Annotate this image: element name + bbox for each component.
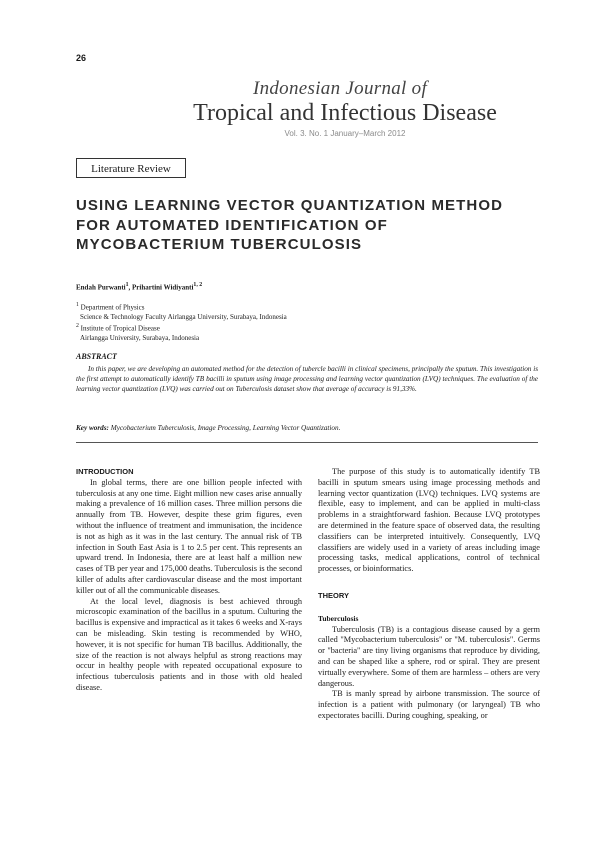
- page-number: 26: [76, 53, 87, 63]
- journal-name-line1: Indonesian Journal of: [252, 78, 428, 99]
- author-1: Endah Purwanti: [76, 283, 126, 292]
- author-2-sup: 1, 2: [193, 282, 203, 288]
- affiliation-2-line2: Airlangga University, Surabaya, Indonesia: [80, 333, 200, 342]
- column-left: [76, 467, 302, 694]
- authors-block: [76, 281, 536, 343]
- affiliation-1-line1: Department of Physics: [80, 303, 145, 312]
- author-2: Prihartini Widiyanti: [132, 283, 194, 292]
- affiliation-1-line2: Science & Technology Faculty Airlangga University, Surabaya, Indonesia: [80, 312, 287, 321]
- column-right: [318, 467, 540, 722]
- author-names: [76, 281, 536, 293]
- affiliation-1b: [76, 313, 536, 323]
- author-separator: ,: [128, 283, 133, 292]
- tuberculosis-subheading: Tuberculosis: [318, 613, 359, 623]
- keywords-label: Key words:: [76, 424, 109, 432]
- introduction-heading: INTRODUCTION: [76, 467, 134, 476]
- intro-paragraph-1: In global terms, there are one billion people infected with tuberculosis at any one time. Eight million new cases arise annually making a prevalence of 16 million cases. Three million persons die annually from TB. However, despite these grim figures, even without the influence of treatment and immunisation, the incidence is not as high as it was in the last century. The annual risk of TB infection in South East Asia is 1 to 2.5 per cent. This represents an upward trend. In Indonesia, there are at least half a million new cases of TB per year and 175,000 deaths. Tuberculosis is the second killer of adults after cardiovascular disease and the most important killer out of all the communicable diseases.: [76, 477, 302, 595]
- affiliation-2-num: 2: [76, 323, 79, 330]
- journal-name-line2: Tropical and Infectious Disease: [193, 100, 497, 126]
- volume-info: Vol. 3. No. 1 January–March 2012: [284, 129, 406, 138]
- intro-paragraph-2: At the local level, diagnosis is best achieved through microscopic examination of the bacillus in a sputum. Culturing the bacillus is expensive and impractical as it takes 6 weeks and X-rays can be misleading. Skin testing is recommended by WHO, however, it is not specific for human TB bacillus. Additionally, the size of the reaction is not always helpful as strong reactions may occur in healthy people with repeated occupational exposure to infectious tuberculosis patients and in those with old healed disease.: [76, 596, 302, 692]
- abstract-heading: ABSTRACT: [76, 352, 117, 361]
- affiliation-2: [76, 322, 536, 334]
- tb-paragraph-1: Tuberculosis (TB) is a contagious disease caused by a germ called "Mycobacterium tuberculosis" or "M. tuberculosis". Germs or "bacteria" are tiny living organisms that reproduce by dividing, and can be shaped like a sphere, rod or spiral. They are present virtually everywhere. Some of them are harmless – others are very dangerous.: [318, 624, 540, 688]
- purpose-paragraph: The purpose of this study is to automatically identify TB bacilli in sputum smears using image processing methods and learning vector quantization (LVQ) techniques. LVQ systems are flexible, easy to implement, and can be applied in multi-class problems in a straightforward fashion. Because LVQ prototypes are determined in the feature space of observed data, the resulting classifiers can be interpreted intuitively. Consequently, LVQ classifiers are widely used in a variety of areas including image processing tasks, medical applications, control of technical processes, or bioinformatics.: [318, 467, 540, 574]
- divider: [76, 442, 538, 443]
- theory-heading: THEORY: [318, 590, 349, 600]
- author-1-sup: 1: [125, 282, 129, 288]
- abstract-text: In this paper, we are developing an automated method for the detection of tubercle bacilli in clinical specimens, principally the sputum. This investigation is the first attempt to automatically identify TB bacilli in sputum using image processing and learning vector quantization (LVQ) techniques. The evaluation of the learning vector quantization (LVQ) was carried out on Tuberculosis dataset show that average of accuracy is 91,33%.: [76, 365, 538, 394]
- affiliation-1: [76, 301, 536, 313]
- keywords-text: Mycobacterium Tuberculosis, Image Processing, Learning Vector Quantization.: [108, 424, 341, 432]
- keywords: [76, 424, 538, 432]
- tb-paragraph-2: TB is manly spread by airbone transmission. The source of infection is a patient with pulmonary (or laryngeal) TB who expectorates bacilli. During coughing, speaking, or: [318, 689, 540, 720]
- section-label: Literature Review: [76, 158, 186, 178]
- affiliation-2-line1: Institute of Tropical Disease: [80, 324, 160, 333]
- affiliation-1-num: 1: [76, 301, 79, 308]
- journal-header: [0, 78, 600, 126]
- article-title: USING LEARNING VECTOR QUANTIZATION METHOD FOR AUTOMATED IDENTIFICATION OF MYCOBACTERIUM TUBERCULOSIS: [76, 197, 504, 253]
- affiliation-2b: [76, 334, 536, 344]
